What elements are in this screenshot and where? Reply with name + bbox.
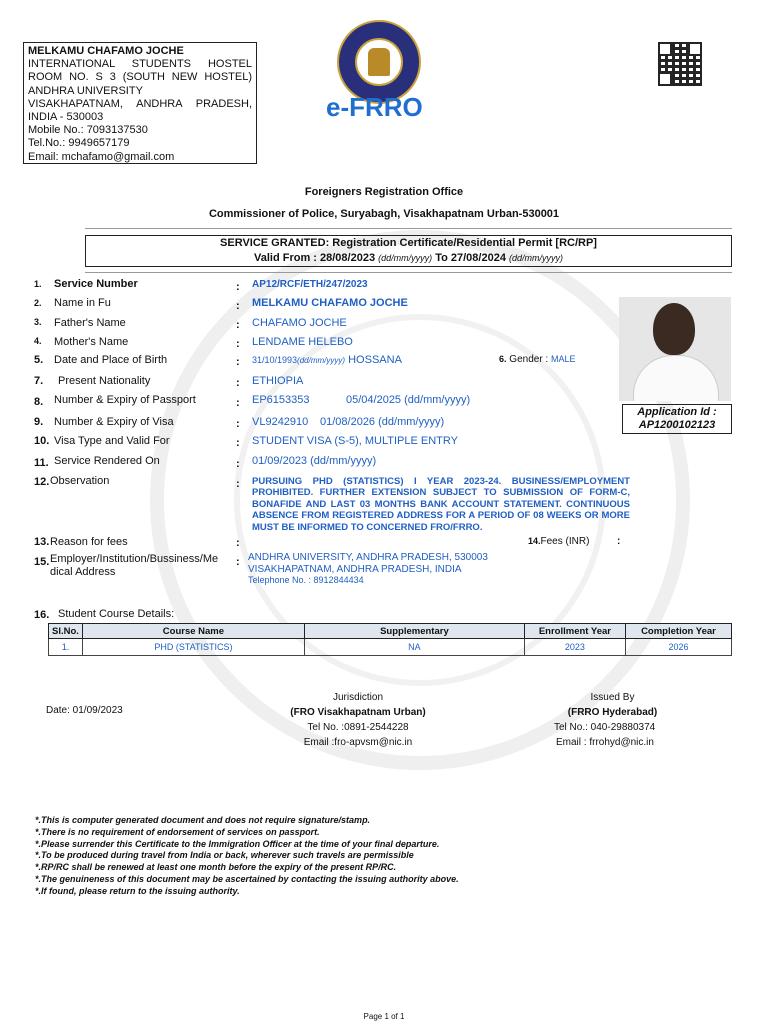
note-item: *.Please surrender this Certificate to the Immigration Officer at the time of your final departure. <box>35 838 440 849</box>
gender-value: MALE <box>551 354 576 364</box>
issued-by-label: Issued By <box>590 692 635 703</box>
address-box <box>23 42 257 164</box>
mother-name-value: LENDAME HELEBO <box>252 336 353 348</box>
field-number: 9. <box>34 416 44 428</box>
field-number: 7. <box>34 375 44 387</box>
service-granted-label: SERVICE GRANTED: <box>220 237 330 249</box>
colon: : <box>236 397 240 409</box>
column-header: Supplementary <box>304 624 524 639</box>
field-number: 16. <box>34 609 50 621</box>
column-header: Course Name <box>82 624 304 639</box>
visa-type-value: STUDENT VISA (S-5), MULTIPLE ENTRY <box>252 435 458 447</box>
valid-from-date: 28/08/2023 <box>320 252 376 264</box>
note-item: *.This is computer generated document and does not require signature/stamp. <box>35 815 371 825</box>
notes-list <box>35 815 459 898</box>
table-cell: 1. <box>49 639 83 656</box>
address-mobile: Mobile No.: 7093137530 <box>28 124 148 137</box>
jurisdiction-email: Email :fro-apvsm@nic.in <box>303 737 413 748</box>
field-number: 12. <box>34 476 50 488</box>
jurisdiction-label: Jurisdiction <box>332 692 384 703</box>
application-id-label: Application Id : <box>637 406 717 418</box>
column-header: Sl.No. <box>49 624 83 639</box>
birth-label: Date and Place of Birth <box>54 354 168 366</box>
address-line4: VISAKHAPATNAM, ANDHRA PRADESH, <box>28 97 252 110</box>
issued-by-office: (FRRO Hyderabad) <box>567 707 658 718</box>
address-line5: INDIA - 530003 <box>28 111 104 124</box>
applicant-photo <box>619 297 731 401</box>
service-number-value: AP12/RCF/ETH/247/2023 <box>252 279 368 290</box>
table-cell: PHD (STATISTICS) <box>82 639 304 656</box>
address-line1: INTERNATIONAL STUDENTS HOSTEL <box>28 58 252 71</box>
page-number: Page 1 of 1 <box>363 1012 405 1021</box>
address-tel: Tel.No.: 9949657179 <box>28 137 130 150</box>
visa-type-label: Visa Type and Valid For <box>54 435 170 447</box>
employer-label: Employer/Institution/Bussiness/Me <box>50 553 219 565</box>
office-subtitle: Commissioner of Police, Suryabagh, Visakhapatnam Urban-530001 <box>208 208 560 220</box>
birth-date-format: (dd/mm/yyyy) <box>297 356 346 365</box>
table-cell: 2023 <box>524 639 625 656</box>
divider <box>85 272 732 273</box>
name-label: Name in Fu <box>54 297 111 309</box>
valid-from-label: Valid From : <box>253 252 317 264</box>
passport-number-value: EP6153353 <box>252 394 310 406</box>
birth-place-value: HOSSANA <box>348 354 402 366</box>
visa-label: Number & Expiry of Visa <box>54 416 174 428</box>
field-number: 3. <box>34 317 42 327</box>
observation-label: Observation <box>50 475 110 487</box>
column-header: Enrollment Year <box>524 624 625 639</box>
employer-address-line2: VISAKHAPATNAM, ANDHRA PRADESH, INDIA <box>248 563 462 575</box>
table-cell: NA <box>304 639 524 656</box>
mother-name-label: Mother's Name <box>54 336 129 348</box>
issued-by-tel: Tel No.: 040-29880374 <box>554 722 656 733</box>
colon: : <box>236 300 240 312</box>
field-number: 2. <box>34 298 42 308</box>
address-line3: ANDHRA UNIVERSITY <box>28 84 143 97</box>
issued-by-email: Email : frrohyd@nic.in <box>556 737 654 748</box>
date-format: (dd/mm/yyyy) <box>378 253 433 263</box>
table-header-row <box>49 624 732 639</box>
colon: : <box>236 458 240 470</box>
name-value: MELKAMU CHAFAMO JOCHE <box>252 297 408 309</box>
field-number: 8. <box>34 396 44 408</box>
to-label: To <box>435 252 448 264</box>
course-details-title: Student Course Details: <box>58 608 175 620</box>
application-id-box <box>622 404 732 434</box>
service-rendered-label: Service Rendered On <box>54 455 160 467</box>
column-header: Completion Year <box>625 624 731 639</box>
office-title: Foreigners Registration Office <box>304 186 464 198</box>
qr-code-icon <box>658 42 702 86</box>
valid-to-date: 27/08/2024 <box>450 252 506 264</box>
father-name-label: Father's Name <box>54 317 126 329</box>
date-format: (dd/mm/yyyy) <box>509 253 564 263</box>
colon: : <box>236 478 240 490</box>
field-number: 11. <box>34 457 49 469</box>
colon: : <box>236 418 240 430</box>
note-item: *.There is no requirement of endorsement of services on passport. <box>35 826 320 837</box>
table-cell: 2026 <box>625 639 731 656</box>
divider <box>85 228 732 229</box>
address-line2: ROOM NO. S 3 (SOUTH NEW HOSTEL) <box>28 71 252 84</box>
address-name: MELKAMU CHAFAMO JOCHE <box>28 45 184 57</box>
course-table <box>48 623 732 656</box>
table-row <box>49 639 732 656</box>
gender-number: 6. <box>499 354 507 364</box>
note-item: *.To be produced during travel from India or back, wherever such travels are permissible <box>35 850 414 861</box>
nationality-label: Present Nationality <box>58 375 151 387</box>
note-item: *.RP/RC shall be renewed at least one month before the expiry of the present RP/RC. <box>35 862 397 873</box>
service-granted-box <box>85 235 732 267</box>
field-number: 15. <box>34 556 50 568</box>
efrro-logo: e-FRRO <box>326 92 423 122</box>
colon: : <box>236 377 240 389</box>
field-number: 5. <box>34 354 44 366</box>
colon: : <box>236 281 240 293</box>
employer-telephone: Telephone No. : 8912844434 <box>248 575 364 585</box>
fees-number: 14. <box>528 536 541 546</box>
birth-date-value: 31/10/1993 <box>252 355 298 365</box>
application-id-value: AP1200102123 <box>638 419 716 431</box>
passport-label: Number & Expiry of Passport <box>54 394 196 406</box>
colon: : <box>236 319 240 331</box>
note-item: *.The genuineness of this document may be ascertained by contacting the issuing authority above. <box>35 873 459 884</box>
field-number: 4. <box>34 336 42 346</box>
employer-label-2: dical Address <box>50 566 116 578</box>
issue-date: Date: 01/09/2023 <box>46 705 123 716</box>
field-number: 10. <box>34 435 50 447</box>
father-name-value: CHAFAMO JOCHE <box>252 317 347 329</box>
nationality-value: ETHIOPIA <box>252 375 304 387</box>
passport-expiry-value: 05/04/2025 (dd/mm/yyyy) <box>346 394 471 406</box>
reason-fees-label: Reason for fees <box>50 536 128 548</box>
employer-address-line1: ANDHRA UNIVERSITY, ANDHRA PRADESH, 530003 <box>248 552 488 563</box>
field-number: 1. <box>34 279 42 289</box>
colon: : <box>236 338 240 350</box>
note-item: *.If found, please return to the issuing authority. <box>35 885 240 896</box>
fees-colon: : <box>617 536 621 547</box>
service-granted-value: Registration Certificate/Residential Permit [RC/RP] <box>332 237 597 249</box>
colon: : <box>236 537 240 549</box>
colon: : <box>236 556 240 568</box>
field-number: 13. <box>34 536 50 548</box>
service-rendered-value: 01/09/2023 (dd/mm/yyyy) <box>252 455 377 467</box>
service-number-label: Service Number <box>54 278 138 290</box>
colon: : <box>236 437 240 449</box>
gender-label: Gender : <box>509 354 549 365</box>
fees-label: Fees (INR) <box>540 536 590 547</box>
visa-expiry-value: 01/08/2026 (dd/mm/yyyy) <box>320 416 445 428</box>
observation-value: PURSUING PHD (STATISTICS) I YEAR 2023-24. BUSINESS/EMPLOYMENT PROHIBITED. FURTHER EXTENSION SUBJECT TO SUBMISSION OF FORM-C, BONAFIDE AND LAST 03 MONTHS BANK ACCOUNT STATEMENT. CONTINUOUS ABSENCE FROM REGISTERED ADDRESS FOR A PERIOD OF 08 WEEKS OR MORE MUST BE INFORMED TO CONCERNED FRO/FRRO. <box>252 476 630 533</box>
address-email: Email: mchafamo@gmail.com <box>28 150 175 163</box>
jurisdiction-tel: Tel No. :0891-2544228 <box>307 722 409 733</box>
colon: : <box>236 356 240 368</box>
jurisdiction-office: (FRO Visakhapatnam Urban) <box>290 707 426 718</box>
visa-number-value: VL9242910 <box>252 416 309 428</box>
